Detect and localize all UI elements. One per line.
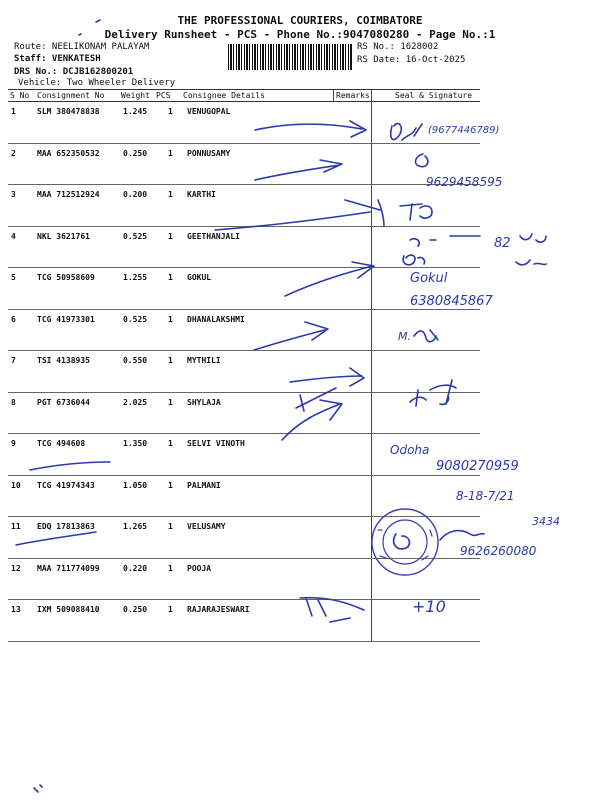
cell-pcs: 1 <box>168 397 173 407</box>
cell-weight: 1.050 <box>123 480 148 490</box>
company-seal-stamp <box>372 509 438 575</box>
stray-mark <box>96 20 100 22</box>
cell-weight: 0.220 <box>123 563 148 573</box>
cell-pcs: 1 <box>168 480 173 490</box>
col-sno: S No <box>10 91 30 100</box>
row2-signature <box>416 154 428 167</box>
row6-arrow-stroke <box>254 322 328 350</box>
row13-signature-text: +10 <box>412 597 446 616</box>
col-consignment: Consignment No <box>37 91 105 100</box>
cell-pcs: 1 <box>168 231 173 241</box>
cell-sno: 3 <box>11 190 16 199</box>
row11-phone: 9626260080 <box>460 544 537 558</box>
row9-signature-text: Odoha <box>390 443 430 457</box>
row1-signature <box>391 124 422 140</box>
cell-weight: 0.525 <box>123 314 148 324</box>
cell-sno: 10 <box>11 480 21 490</box>
row6-signature-text: M. <box>398 330 411 343</box>
cell-consignment: NKL 3621761 <box>37 231 90 241</box>
row10-date: 8-18-7/21 <box>456 489 515 503</box>
cell-consignee: VENUGOPAL <box>187 107 231 116</box>
cell-consignment: SLM 380478838 <box>37 107 100 116</box>
cell-consignee: MYTHILI <box>187 356 221 365</box>
rs-number: RS No.: 1628002 <box>357 42 439 52</box>
cell-consignee: GEETHANJALI <box>187 231 240 241</box>
cell-sno: 11 <box>11 522 21 531</box>
cell-pcs: 1 <box>168 563 173 573</box>
cell-consignment: TSI 4138935 <box>37 356 90 365</box>
col-consignee: Consignee Details <box>183 91 265 100</box>
cell-sno: 9 <box>11 439 16 448</box>
drs-label: DRS No.: DCJB162800201 <box>14 67 134 77</box>
cell-weight: 1.255 <box>123 273 148 282</box>
cell-weight: 0.525 <box>123 231 148 241</box>
row4-signature-extra <box>403 234 546 265</box>
cell-consignee: VELUSAMY <box>187 522 226 531</box>
col-weight: Weight <box>121 91 150 100</box>
cell-weight: 1.265 <box>123 522 148 531</box>
cell-pcs: 1 <box>168 356 173 365</box>
col-seal-signature: Seal & Signature <box>395 91 473 100</box>
cell-consignment: EDQ 17813863 <box>37 522 95 531</box>
cell-consignment: TCG 41973301 <box>37 314 95 324</box>
cell-consignment: TCG 494608 <box>37 439 86 448</box>
row6-signature <box>414 330 438 342</box>
cell-consignee: SHYLAJA <box>187 397 221 407</box>
row5-phone: 6380845867 <box>410 294 493 309</box>
stray-mark <box>79 34 81 35</box>
row8-arrow-stroke <box>282 400 342 440</box>
cell-consignee: PONNUSAMY <box>187 148 231 158</box>
cell-consignee: PALMANI <box>187 480 221 490</box>
vehicle-label: Vehicle: Two Wheeler Delivery <box>18 78 176 88</box>
cell-sno: 6 <box>11 314 16 324</box>
row9-phone: 9080270959 <box>436 459 519 474</box>
cell-sno: 8 <box>11 397 16 407</box>
cell-consignee: DHANALAKSHMI <box>187 314 245 324</box>
cell-weight: 0.250 <box>123 605 148 614</box>
cell-consignee: POOJA <box>187 563 212 573</box>
cell-pcs: 1 <box>168 190 173 199</box>
cell-consignment: MAA 652350532 <box>37 148 100 158</box>
cell-weight: 2.025 <box>123 397 148 407</box>
row2-phone: 9629458595 <box>426 175 503 189</box>
row5-name: Gokul <box>410 271 448 286</box>
col-pcs: PCS <box>156 91 171 100</box>
row3-signature <box>400 204 432 220</box>
cell-pcs: 1 <box>168 314 173 324</box>
cell-sno: 7 <box>11 356 16 365</box>
cell-weight: 0.200 <box>123 190 148 199</box>
cell-weight: 0.550 <box>123 356 148 365</box>
row7-signature <box>410 380 456 406</box>
cell-sno: 13 <box>11 605 21 614</box>
cell-consignee: GOKUL <box>187 273 212 282</box>
cell-consignment: MAA 711774099 <box>37 563 100 573</box>
cell-weight: 1.245 <box>123 107 148 116</box>
cell-sno: 2 <box>11 148 16 158</box>
cell-pcs: 1 <box>168 522 173 531</box>
stray-mark <box>34 785 42 792</box>
cell-sno: 5 <box>11 273 16 282</box>
row11-mark <box>16 532 96 545</box>
row5-arrow-stroke <box>285 262 374 296</box>
cell-pcs: 1 <box>168 605 173 614</box>
cell-sno: 4 <box>11 231 16 241</box>
cell-consignee: KARTHI <box>187 190 216 199</box>
row4-signature <box>410 236 480 246</box>
cell-consignee: SELVI VINOTH <box>187 439 245 448</box>
row1-arrow-stroke <box>255 121 366 137</box>
rs-date: RS Date: 16-Oct-2025 <box>357 55 466 65</box>
cell-consignment: MAA 712512924 <box>37 190 100 199</box>
row11-signature <box>440 531 484 540</box>
row1-phone: (9677446789) <box>428 125 500 136</box>
cell-consignment: IXM 509088410 <box>37 605 100 614</box>
runsheet-subtitle: Delivery Runsheet - PCS - Phone No.:9047080280 - Page No.:1 <box>104 28 496 41</box>
row3-arrow-stroke <box>215 200 384 230</box>
cell-pcs: 1 <box>168 273 173 282</box>
cell-pcs: 1 <box>168 107 173 116</box>
cell-sno: 1 <box>11 107 16 116</box>
route-label: Route: NEELIKONAM PALAYAM <box>14 42 150 52</box>
cell-weight: 1.350 <box>123 439 148 448</box>
company-title: THE PROFESSIONAL COURIERS, COIMBATORE <box>177 14 423 27</box>
cell-weight: 0.250 <box>123 148 148 158</box>
row4-number: 82 <box>494 236 511 251</box>
cell-consignee: RAJARAJESWARI <box>187 605 250 614</box>
row9-mark <box>30 462 110 470</box>
row2-arrow-stroke <box>255 160 342 180</box>
row11-number: 3434 <box>532 515 560 528</box>
col-remarks: Remarks <box>336 91 370 100</box>
cell-consignment: PGT 6736044 <box>37 397 90 407</box>
row13-arrow-extra <box>330 618 350 622</box>
cell-consignment: TCG 50958609 <box>37 273 95 282</box>
row13-arrow-stroke <box>300 598 364 616</box>
staff-label: Staff: VENKATESH <box>14 54 101 64</box>
cell-pcs: 1 <box>168 439 173 448</box>
cell-sno: 12 <box>11 563 21 573</box>
cell-consignment: TCG 41974343 <box>37 480 95 490</box>
cell-pcs: 1 <box>168 148 173 158</box>
row7-arrow-stroke <box>290 368 364 386</box>
